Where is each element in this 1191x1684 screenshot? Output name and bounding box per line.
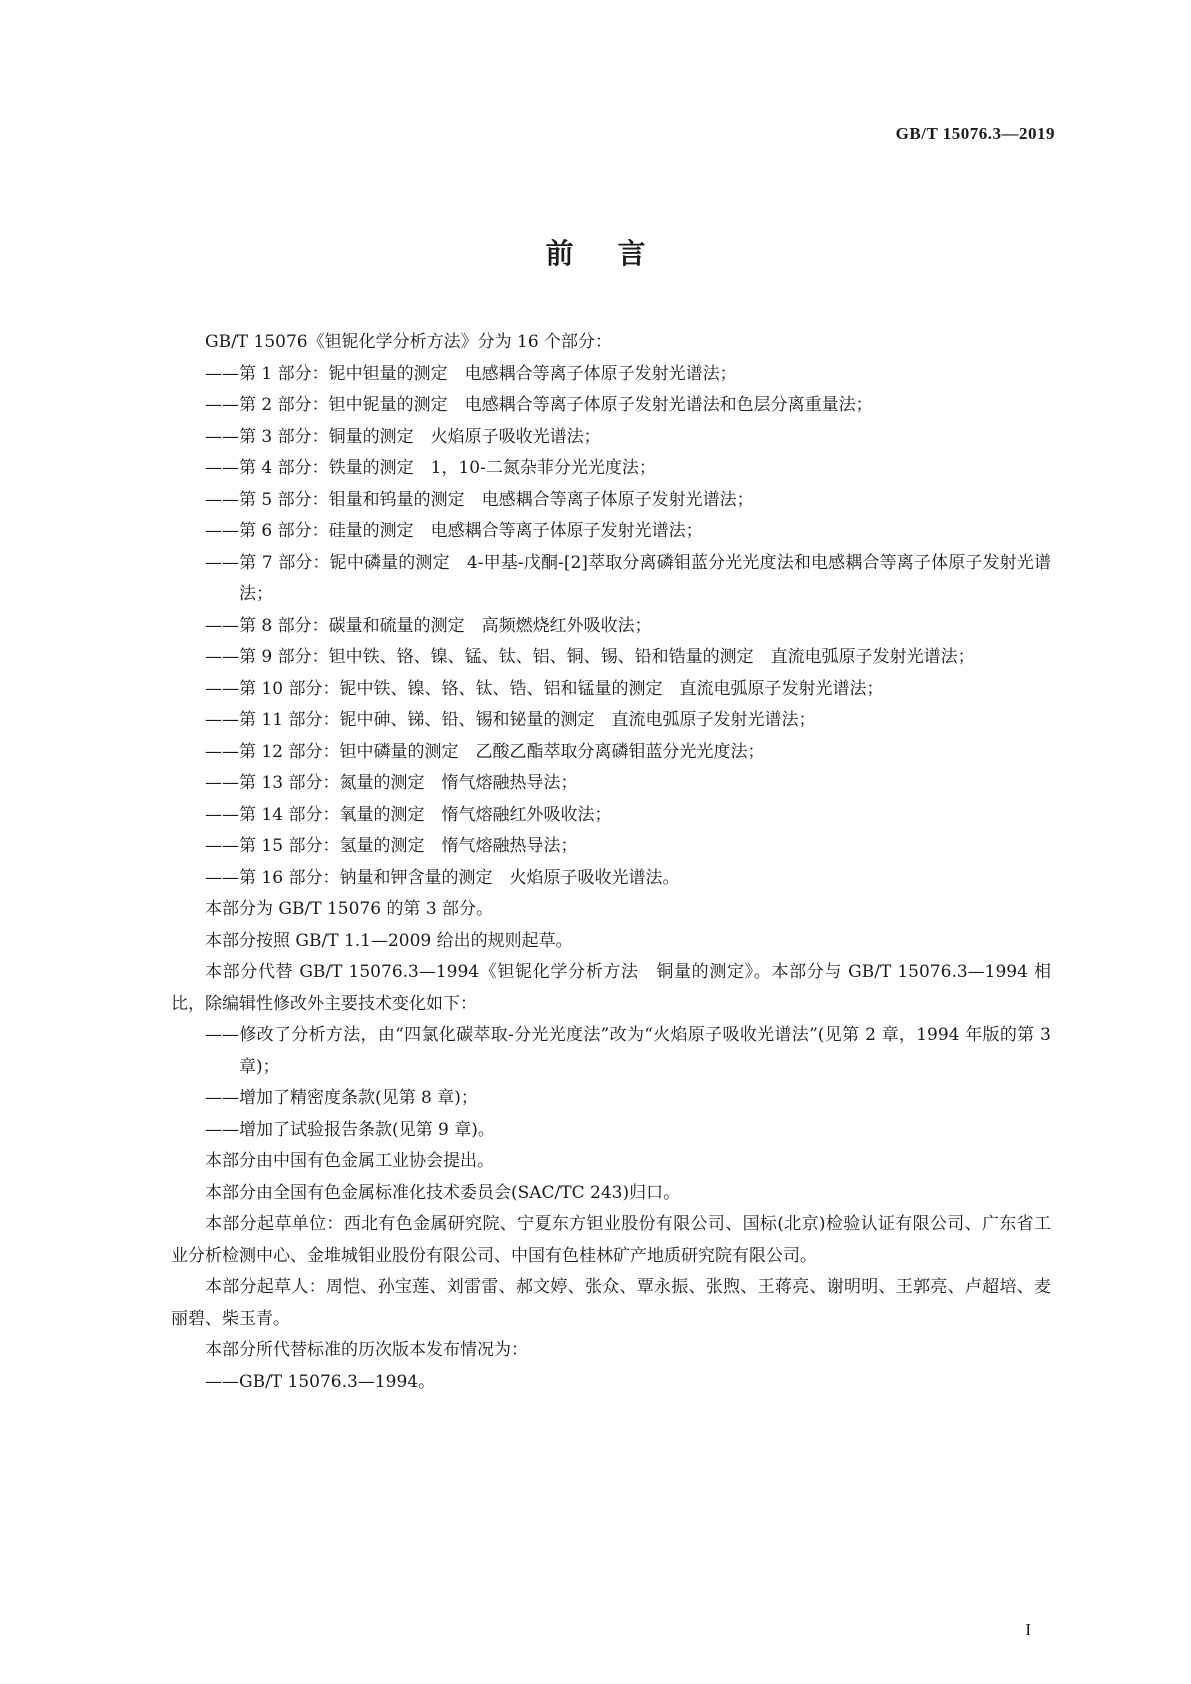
list-item: ——第 1 部分：铌中钽量的测定 电感耦合等离子体原子发射光谱法；	[205, 363, 737, 384]
drafting-units-paragraph: 本部分起草单位：西北有色金属研究院、宁夏东方钽业股份有限公司、国标(北京)检验认证有限公司、广东省工业分析检测中心、金堆城钼业股份有限公司、中国有色桂林矿产地质研究院有限公司。	[171, 1214, 1051, 1266]
list-item: ——第 15 部分：氢量的测定 惰气熔融热导法；	[205, 836, 578, 856]
replaces-paragraph: 本部分代替 GB/T 15076.3—1994《钽铌化学分析方法 铜量的测定》。本部分与 GB/T 15076.3—1994 相比，除编辑性修改外主要技术变化如下：	[171, 962, 1051, 1014]
list-item: ——第 4 部分：铁量的测定 1，10-二氮杂菲分光光度法；	[205, 458, 656, 478]
list-item: ——第 3 部分：铜量的测定 火焰原子吸收光谱法；	[205, 426, 601, 447]
list-item: ——第 14 部分：氧量的测定 惰气熔融红外吸收法；	[205, 804, 612, 825]
page-title: 前言	[545, 237, 690, 270]
list-item: ——第 6 部分：硅量的测定 电感耦合等离子体原子发射光谱法；	[205, 521, 703, 541]
list-item: ——第 13 部分：氮量的测定 惰气熔融热导法；	[205, 773, 578, 793]
standard-number: GB/T 15076.3—2019	[895, 124, 1055, 143]
list-item: ——第 8 部分：碳量和硫量的测定 高频燃烧红外吸收法；	[205, 615, 652, 636]
list-item: ——第 11 部分：铌中砷、锑、铅、锡和铋量的测定 直流电弧原子发射光谱法；	[205, 710, 816, 730]
list-item: ——第 2 部分：钽中铌量的测定 电感耦合等离子体原子发射光谱法和色层分离重量法；	[205, 395, 873, 415]
part3-paragraph: 本部分为 GB/T 15076 的第 3 部分。	[205, 899, 494, 919]
history-list	[171, 1367, 1051, 1399]
centralized-paragraph: 本部分由全国有色金属标准化技术委员会(SAC/TC 243)归口。	[205, 1182, 681, 1203]
list-item: ——第 7 部分：铌中磷量的测定 4-甲基-戊酮-[2]萃取分离磷钼蓝分光光度法和电感耦合等离子体原子发射光谱法；	[205, 552, 1051, 604]
page-number: I	[1025, 1620, 1031, 1639]
list-item: ——第 12 部分：钽中磷量的测定 乙酸乙酯萃取分离磷钼蓝分光光度法；	[205, 741, 765, 762]
list-item: ——GB/T 15076.3—1994。	[205, 1371, 436, 1392]
list-item: ——第 5 部分：钼量和钨量的测定 电感耦合等离子体原子发射光谱法；	[205, 489, 754, 510]
list-item: ——增加了试验报告条款(见第 9 章)。	[205, 1119, 495, 1140]
list-item: ——第 16 部分：钠量和钾含量的测定 火焰原子吸收光谱法。	[205, 867, 680, 888]
foreword-body	[171, 327, 1051, 1398]
history-paragraph: 本部分所代替标准的历次版本发布情况为：	[205, 1340, 528, 1360]
list-item: ——增加了精密度条款(见第 8 章)；	[205, 1088, 478, 1108]
list-item: ——第 10 部分：铌中铁、镍、铬、钛、锆、铝和锰量的测定 直流电弧原子发射光谱法；	[205, 678, 884, 699]
drafters-paragraph: 本部分起草人：周恺、孙宝莲、刘雷雷、郝文婷、张众、覃永振、张煦、王蒋亮、谢明明、王郭亮、卢超培、麦丽碧、柴玉青。	[171, 1277, 1051, 1329]
proposed-paragraph: 本部分由中国有色金属工业协会提出。	[205, 1151, 494, 1171]
drafting-rules-paragraph: 本部分按照 GB/T 1.1—2009 给出的规则起草。	[205, 930, 573, 951]
intro-paragraph: GB/T 15076《钽铌化学分析方法》分为 16 个部分：	[205, 332, 613, 352]
parts-list	[171, 359, 1051, 895]
changes-list	[171, 1020, 1051, 1146]
list-item: ——第 9 部分：钽中铁、铬、镍、锰、钛、铝、铜、锡、铅和锆量的测定 直流电弧原子发射光谱法；	[205, 647, 975, 667]
list-item: ——修改了分析方法，由“四氯化碳萃取-分光光度法”改为“火焰原子吸收光谱法”(见第 2 章，1994 年版的第 3 章)；	[205, 1025, 1051, 1077]
